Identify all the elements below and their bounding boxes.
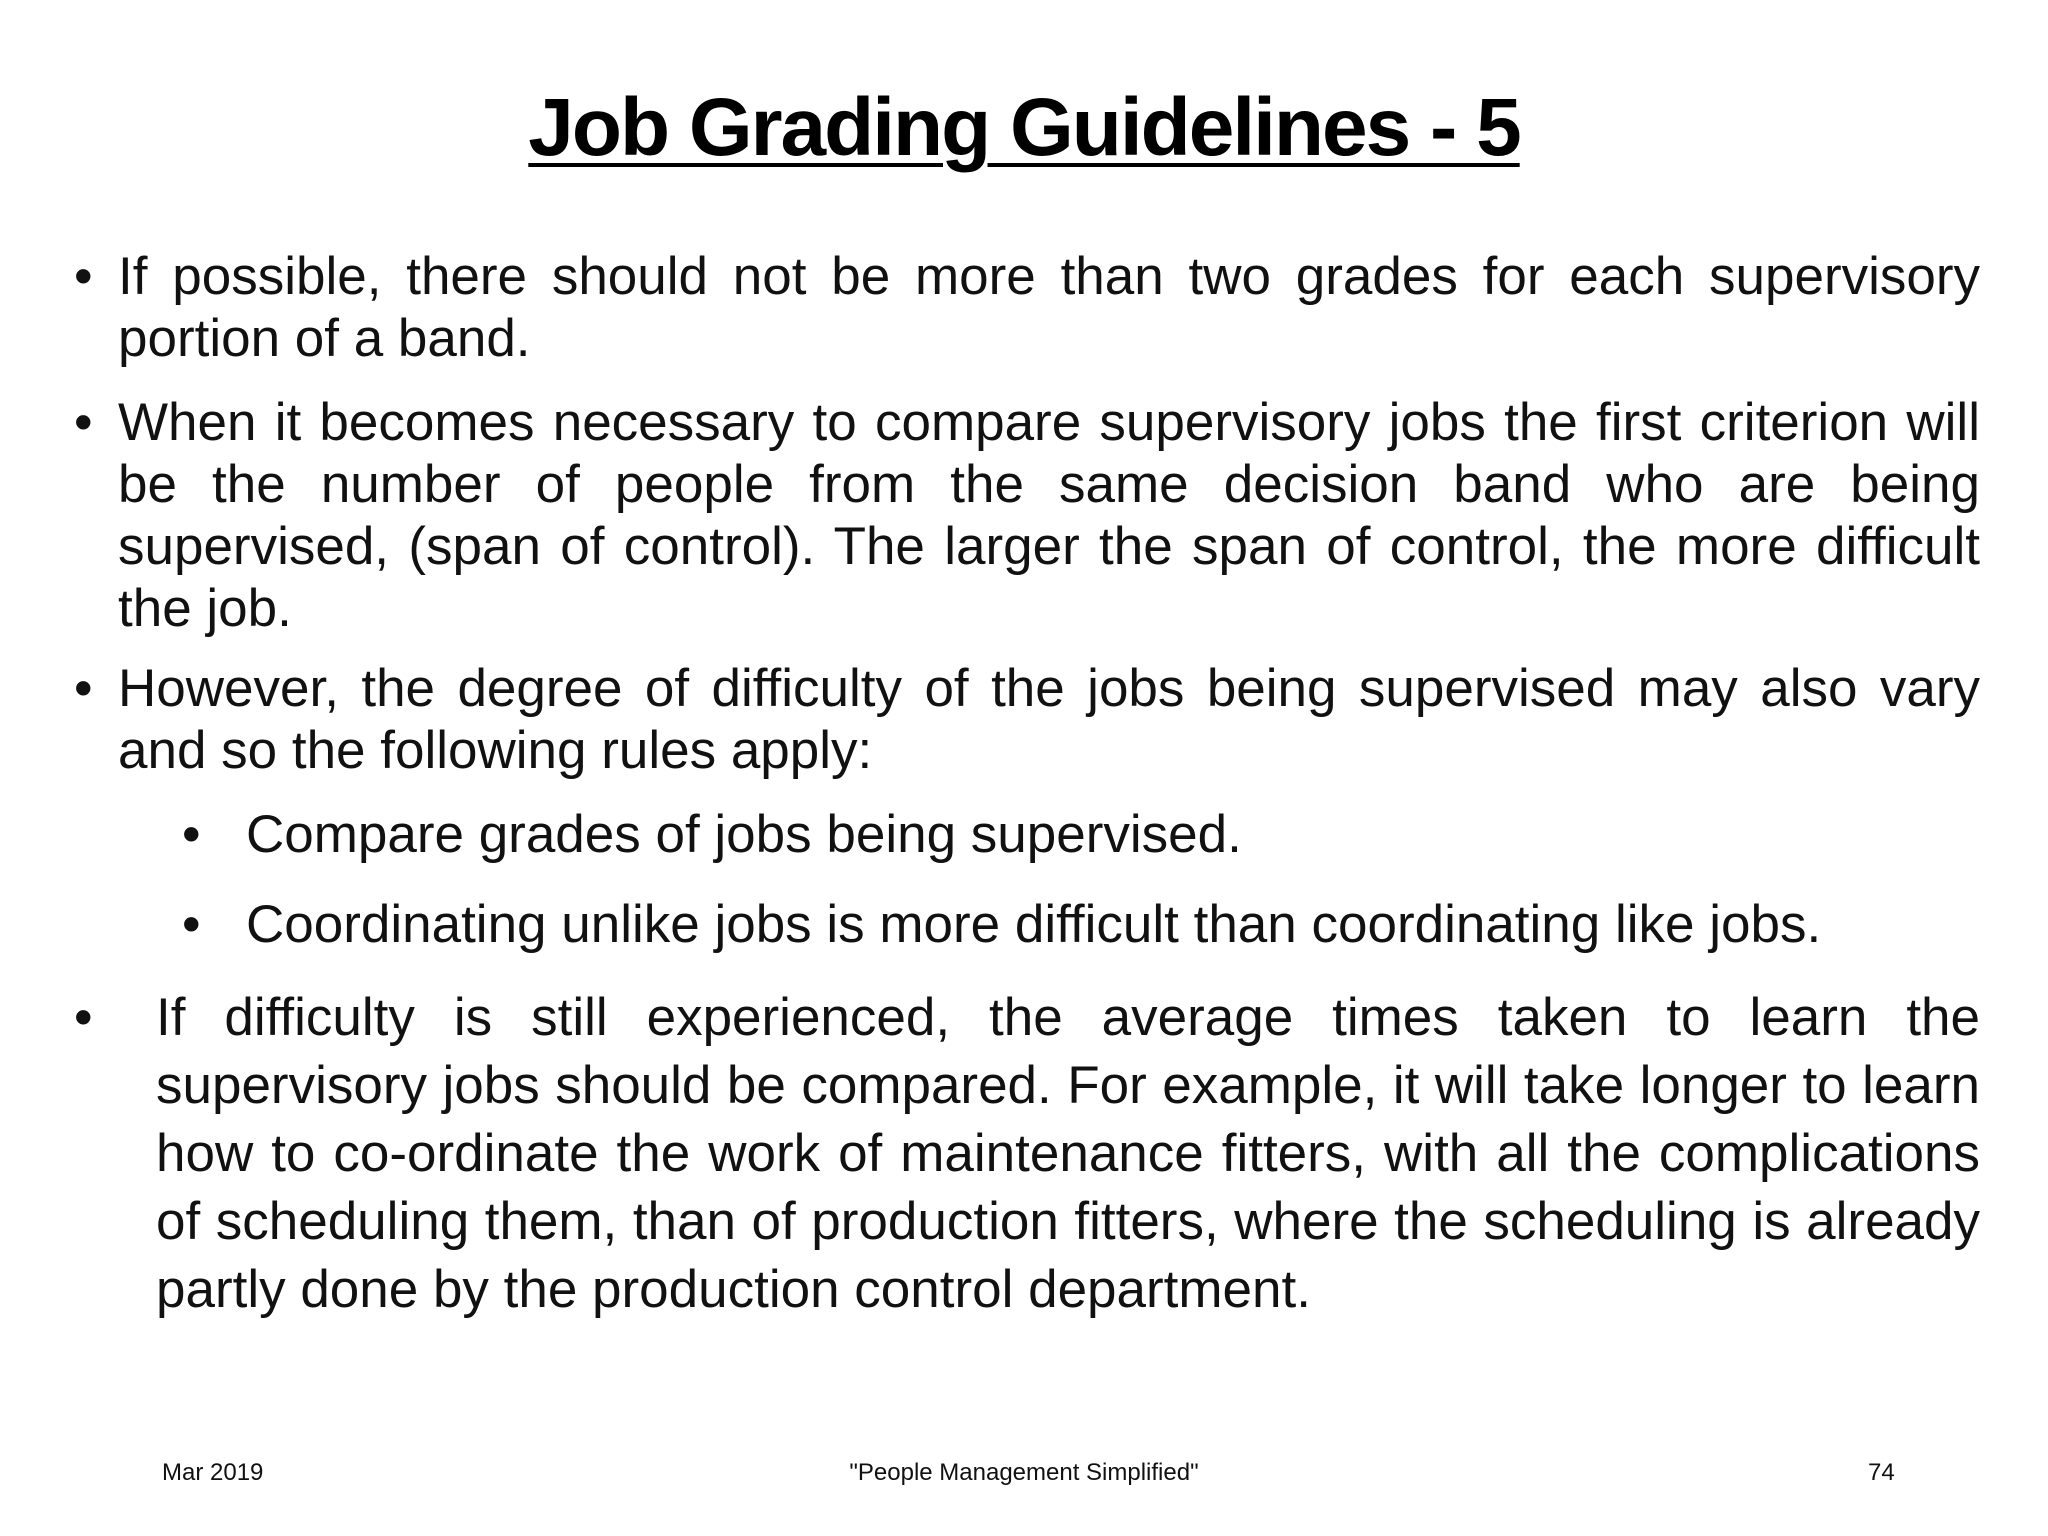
bullet-marker: • bbox=[74, 393, 93, 452]
sub-bullet-text: Compare grades of jobs being supervised. bbox=[246, 805, 1242, 864]
bullet-marker: • bbox=[74, 659, 93, 718]
bullet-marker: • bbox=[74, 247, 93, 306]
bullet-text: When it becomes necessary to compare supervisory jobs the first criterion will be the number of people from the same decision band who are being supervised, (span of control). The larger the span of control, the more difficult the job. bbox=[118, 393, 1980, 638]
bullet-text: However, the degree of difficulty of the jobs being supervised may also vary and so the following rules apply: bbox=[118, 659, 1980, 780]
footer-title: "People Management Simplified" bbox=[849, 1459, 1199, 1486]
slide-title-text: Job Grading Guidelines - 5 bbox=[528, 82, 1520, 173]
sub-bullet-marker: • bbox=[182, 805, 201, 864]
bullet-text: If difficulty is still experienced, the average times taken to learn the supervisory jobs should be compared. For example, it will take longer to learn how to co-ordinate the work of maintenance fitters, with all the complications of scheduling them, than of production fitters, where the scheduling is already partly done by the production control department. bbox=[156, 988, 1980, 1319]
slide-title bbox=[0, 78, 2048, 178]
sub-bullet-text: Coordinating unlike jobs is more difficult than coordinating like jobs. bbox=[246, 895, 1822, 954]
footer-date: Mar 2019 bbox=[162, 1459, 264, 1486]
sub-bullet-marker: • bbox=[182, 895, 201, 954]
bullet-marker: • bbox=[74, 988, 93, 1047]
bullet-text: If possible, there should not be more than two grades for each supervisory portion of a band. bbox=[118, 247, 1980, 368]
footer-page-number: 74 bbox=[1868, 1459, 1895, 1486]
